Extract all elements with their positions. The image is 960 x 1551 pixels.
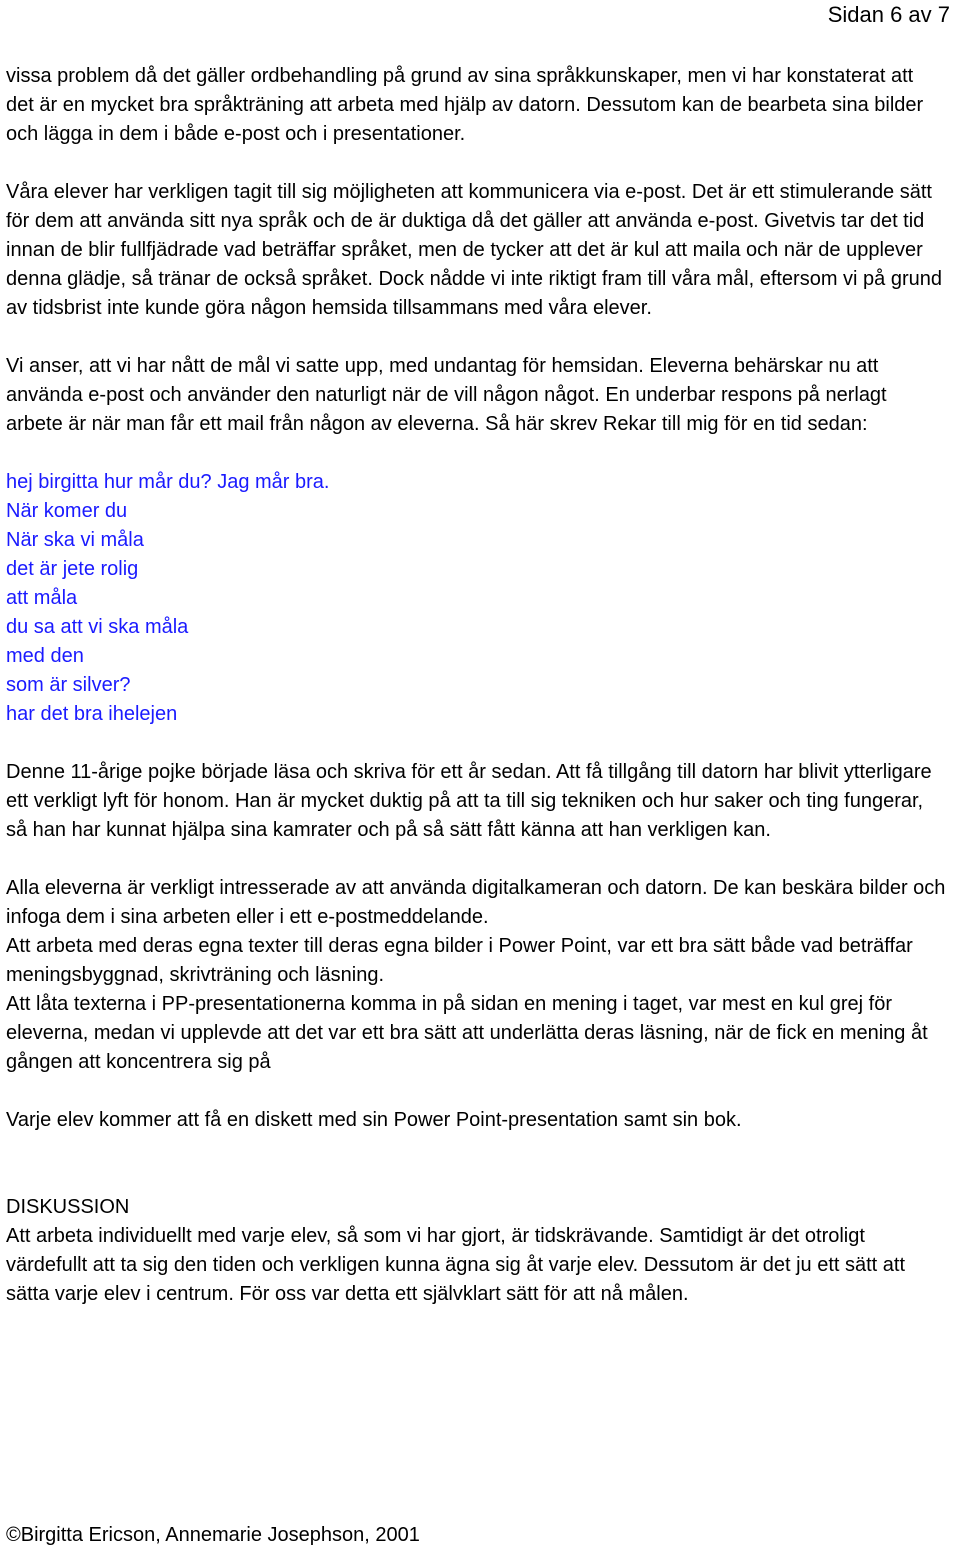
email-line: som är silver?	[6, 674, 131, 696]
paragraph-goals-achieved: Vi anser, att vi har nått de mål vi satte upp, med undantag för hemsidan. Eleverna behärskar nu att använda e-post och använder den naturligt när de vill någon något. En underbar respons på nerlagt arbete är när man får ett mail från någon av eleverna. Så här skrev Rekar till mig för en tid sedan:	[6, 355, 887, 435]
email-line: hej birgitta hur mår du? Jag mår bra.	[6, 471, 330, 493]
discussion-text: Att arbeta individuellt med varje elev, så som vi har gjort, är tidskrävande. Samtidigt är det otroligt värdefullt att ta sig den tiden och verkligen kunna ägna sig åt varje elev. Dessutom är det ju ett sätt att sätta varje elev i centrum. För oss var detta ett självklart sätt för att nå målen.	[6, 1225, 906, 1305]
paragraph-eleven-year-old: Denne 11-årige pojke började läsa och skriva för ett år sedan. Att få tillgång till datorn har blivit ytterligare ett verkligt lyft för honom. Han är mycket duktig på att ta till sig tekniken och hur saker och ting fungerar, så han har kunnat hjälpa sina kamrater och på så sätt fått känna att han verkligen kan.	[6, 761, 932, 841]
page-number: Sidan 6 av 7	[827, 2, 950, 27]
paragraph-diskette: Varje elev kommer att få en diskett med sin Power Point-presentation samt sin bok.	[6, 1109, 742, 1131]
email-line: det är jete rolig	[6, 558, 139, 580]
email-line: har det bra ihelejen	[6, 703, 178, 725]
paragraph-power-point: Att arbeta med deras egna texter till deras egna bilder i Power Point, var ett bra sätt både vad beträffar meningsbyggnad, skrivträning och läsning.	[6, 935, 913, 986]
paragraph-language-problems: vissa problem då det gäller ordbehandling på grund av sina språkkunskaper, men vi har konstaterat att det är en mycket bra språkträning att arbeta med hjälp av datorn. Dessutom kan de bearbeta sina bilder och lägga in dem i både e-post och i presentationer.	[6, 65, 924, 145]
email-line: du sa att vi ska måla	[6, 616, 189, 638]
paragraph-pp-presentations: Att låta texterna i PP-presentationerna komma in på sidan en mening i taget, var mest en kul grej för eleverna, medan vi upplevde att det var ett bra sätt att underlätta deras läsning, när de fick en mening åt gången att koncentrera sig på	[6, 993, 928, 1073]
email-line: När komer du	[6, 500, 128, 522]
email-line: att måla	[6, 587, 78, 609]
paragraph-digital-camera: Alla eleverna är verkligt intresserade av att använda digitalkameran och datorn. De kan beskära bilder och infoga dem i sina arbeten eller i ett e-postmeddelande.	[6, 877, 946, 928]
email-line: med den	[6, 645, 84, 667]
page-body	[6, 62, 946, 1309]
paragraph-email-communication: Våra elever har verkligen tagit till sig möjligheten att kommunicera via e-post. Det är ett stimulerande sätt för dem att använda sitt nya språk och de är duktiga då det gäller att använda e-post. Givetvis tar det tid innan de blir fullfjädrade vad beträffar språket, men de tycker att det är kul att maila och när de upplever denna glädje, så tränar de också språket. Dock nådde vi inte riktigt fram till våra mål, eftersom vi på grund av tidsbrist inte kunde göra någon hemsida tillsammans med våra elever.	[6, 181, 943, 319]
student-email-quote	[6, 468, 946, 729]
discussion-heading: DISKUSSION	[6, 1196, 130, 1218]
email-line: När ska vi måla	[6, 529, 144, 551]
copyright-footer: ©Birgitta Ericson, Annemarie Josephson, 2001	[6, 1524, 420, 1546]
